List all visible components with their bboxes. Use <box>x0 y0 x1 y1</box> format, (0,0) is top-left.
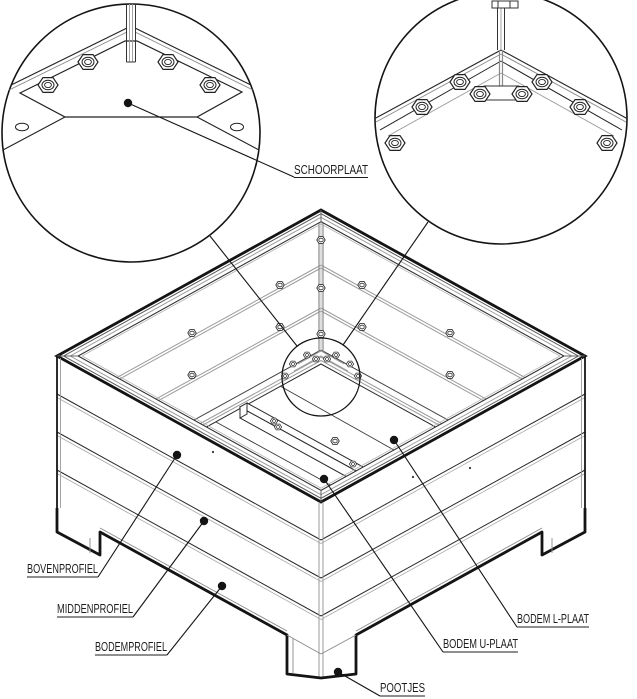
label-bodemprofiel: BODEMPROFIEL <box>95 639 167 654</box>
detail-view-bottom-corner <box>374 0 628 244</box>
label-bodem-l-plaat: BODEM L-PLAAT <box>517 611 590 626</box>
planter-box-drawing <box>57 210 585 678</box>
label-pootjes: POOTJES <box>380 680 426 695</box>
label-schoorplaat: SCHOORPLAAT <box>294 162 369 177</box>
label-middenprofiel: MIDDENPROFIEL <box>57 601 133 616</box>
bodem-l-plaat-lines <box>192 357 450 510</box>
label-bodem-u-plaat: BODEM U-PLAAT <box>443 636 519 651</box>
detail-view-schoorplaat <box>1 2 261 262</box>
planter-interior <box>78 222 564 510</box>
label-bovenprofiel: BOVENPROFIEL <box>27 561 98 576</box>
corner-bolt-cluster <box>281 351 361 379</box>
bodem-u-plaat-rail <box>240 403 365 483</box>
outer-plank-seams <box>57 394 585 620</box>
